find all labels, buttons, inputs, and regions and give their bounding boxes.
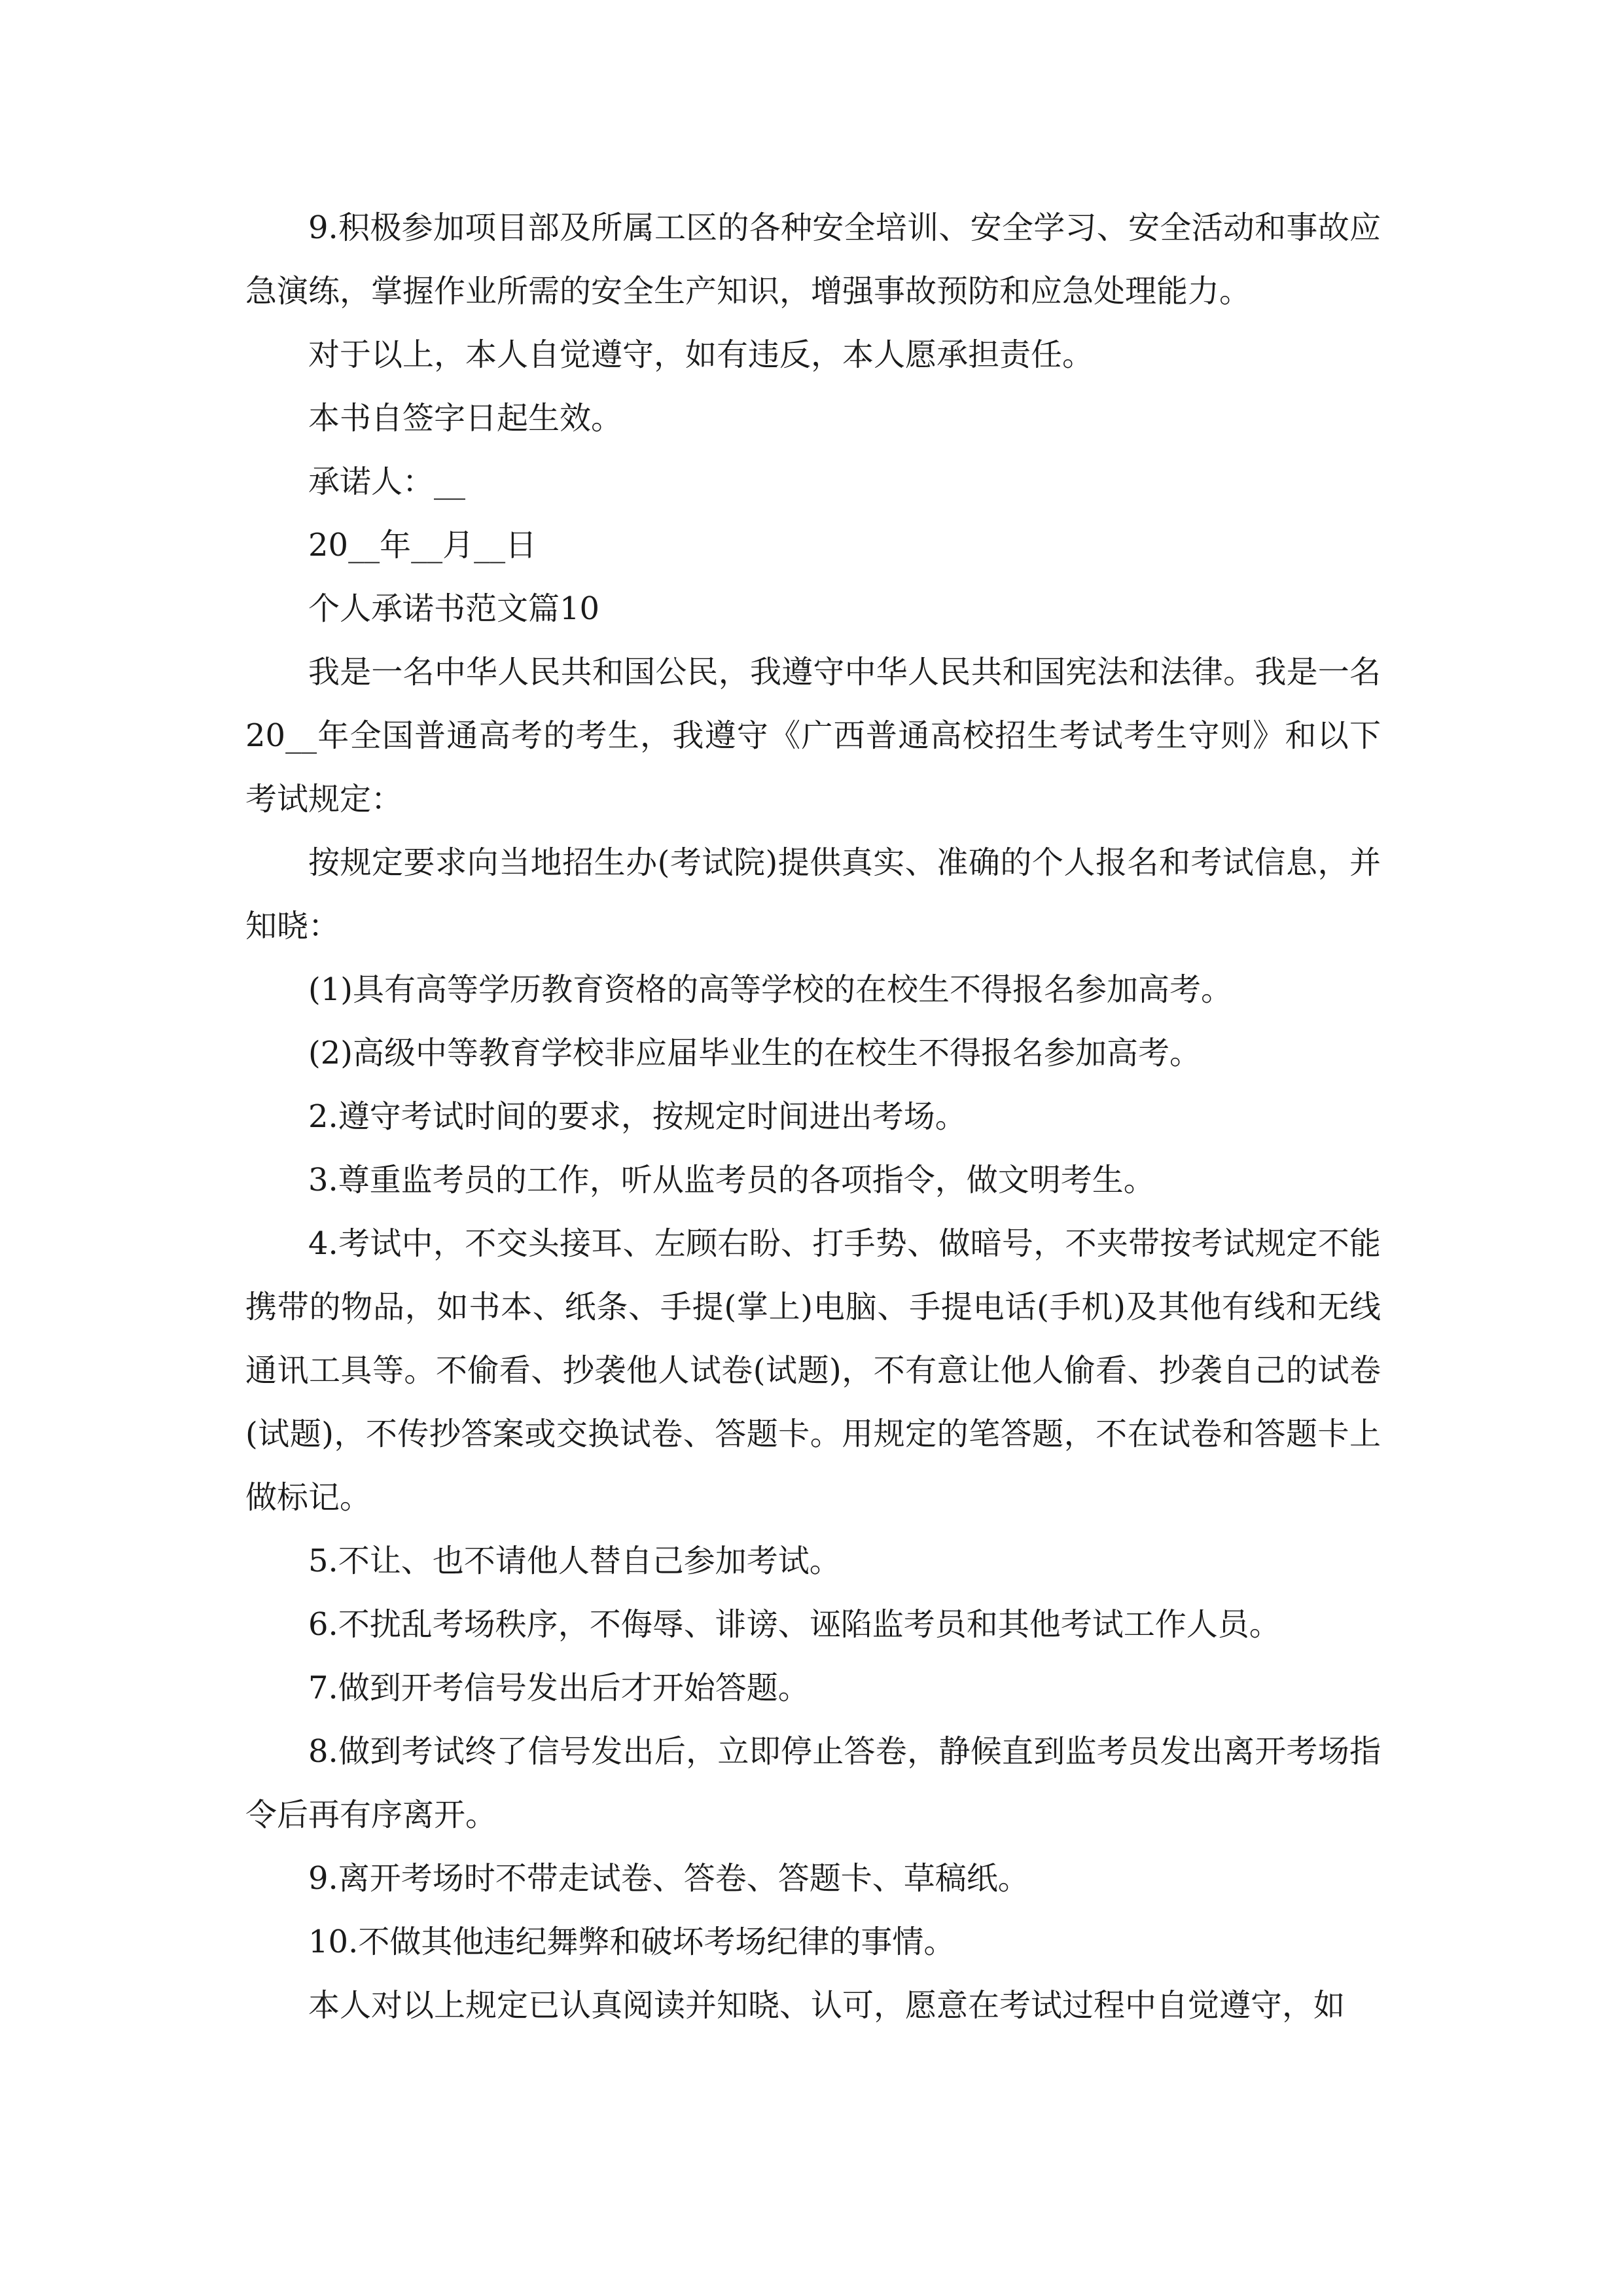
paragraph-closing: 本人对以上规定已认真阅读并知晓、认可，愿意在考试过程中自觉遵守，如 (308, 1987, 1346, 2024)
paragraph-citizen-statement: 我是一名中华人民共和国公民，我遵守中华人民共和国宪法和法律。我是一名20__年全国普通高考的考生，我遵守《广西普通高校招生考试考生守则》和以下考试规定： (245, 654, 1381, 817)
list-item-1: (1)具有高等学历教育资格的高等学校的在校生不得报名参加高考。 (308, 971, 1232, 1008)
rule-item-2: 2.遵守考试时间的要求，按规定时间进出考场。 (308, 1098, 967, 1135)
paragraph-safety-training: 9.积极参加项目部及所属工区的各种安全培训、安全学习、安全活动和事故应急演练，掌握作业所需的安全生产知识，增强事故预防和应急处理能力。 (245, 209, 1381, 310)
rule-item-10: 10.不做其他违纪舞弊和破坏考场纪律的事情。 (308, 1924, 955, 1960)
list-item-2: (2)高级中等教育学校非应届毕业生的在校生不得报名参加高考。 (308, 1035, 1201, 1071)
rule-item-4: 4.考试中，不交头接耳、左顾右盼、打手势、做暗号，不夹带按考试规定不能携带的物品，如书本、纸条、手提(掌上)电脑、手提电话(手机)及其他有线和无线通讯工具等。不偷看、抄袭他人试卷(试题)，不有意让他人偷看、抄袭自己的试卷(试题)，不传抄答案或交换试卷、答题卡。用规定的笔答题，不在试卷和答题卡上做标记。 (245, 1225, 1381, 1516)
rule-item-8: 8.做到考试终了信号发出后，立即停止答卷，静候直到监考员发出离开考场指令后再有序离开。 (245, 1733, 1381, 1833)
rule-item-7: 7.做到开考信号发出后才开始答题。 (308, 1670, 810, 1706)
rule-item-3: 3.尊重监考员的工作，听从监考员的各项指令，做文明考生。 (308, 1162, 1155, 1198)
paragraph-effective: 本书自签字日起生效。 (308, 400, 623, 437)
rule-item-5: 5.不让、也不请他人替自己参加考试。 (308, 1543, 841, 1579)
section-title: 个人承诺书范文篇10 (308, 590, 600, 627)
paragraph-registration: 按规定要求向当地招生办(考试院)提供真实、准确的个人报名和考试信息，并知晓： (245, 844, 1381, 944)
rule-item-9: 9.离开考场时不带走试卷、答卷、答题卡、草稿纸。 (308, 1860, 1029, 1897)
rule-item-6: 6.不扰乱考场秩序，不侮辱、诽谤、诬陷监考员和其他考试工作人员。 (308, 1606, 1281, 1643)
date-line: 20__年__月__日 (308, 527, 537, 564)
paragraph-compliance: 对于以上，本人自觉遵守，如有违反，本人愿承担责任。 (308, 336, 1094, 373)
document-body (245, 196, 1381, 2037)
signature-line: 承诺人：__ (308, 463, 466, 500)
